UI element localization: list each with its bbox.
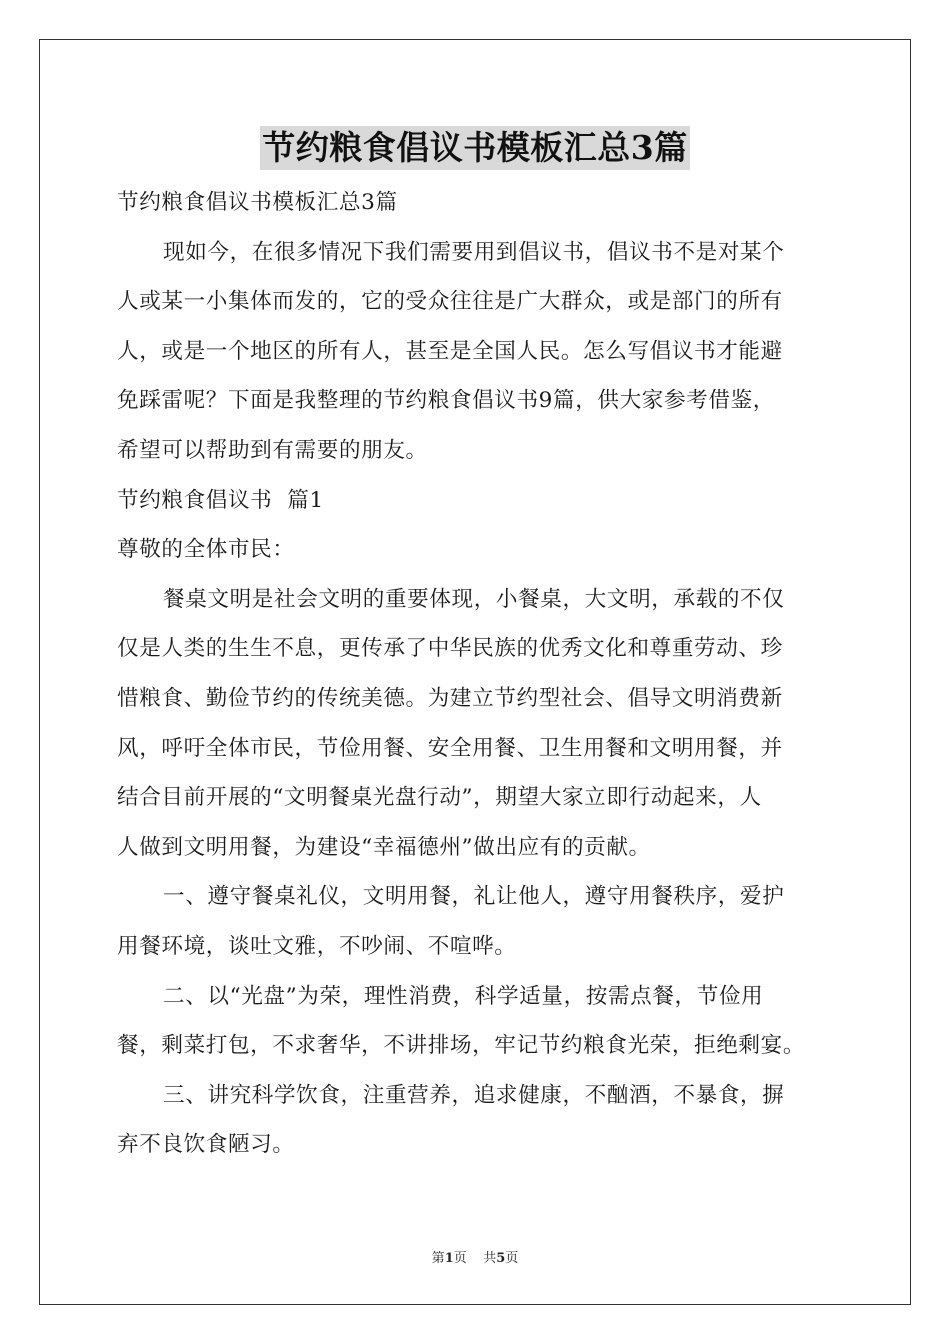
body-line: 一、遵守餐桌礼仪，文明用餐，礼让他人，遵守用餐秩序，爱护 (163, 884, 785, 910)
document-body (117, 178, 839, 1170)
body-line: 结合目前开展的“文明餐桌光盘行动”，期望大家立即行动起来，人 (117, 785, 762, 811)
salutation: 尊敬的全体市民： (117, 537, 295, 563)
body-line: 弃不良饮食陋习。 (117, 1132, 295, 1158)
page-footer (0, 1247, 950, 1266)
document-title: 节约粮食倡议书模板汇总3篇 (260, 126, 689, 170)
footer-total-pages: 5 (496, 1251, 506, 1266)
body-line: 希望可以帮助到有需要的朋友。 (117, 437, 428, 463)
body-line: 二、以“光盘”为荣，理性消费，科学适量，按需点餐，节俭用 (163, 983, 764, 1009)
body-line: 人，或是一个地区的所有人，甚至是全国人民。怎么写倡议书才能避 (117, 338, 783, 364)
body-line: 用餐环境，谈吐文雅，不吵闹、不喧哗。 (117, 933, 517, 959)
section-heading: 节约粮食倡议书 篇1 (117, 487, 324, 513)
body-line: 风，呼吁全体市民，节俭用餐、安全用餐、卫生用餐和文明用餐，并 (117, 735, 783, 761)
footer-current-page: 1 (444, 1251, 454, 1266)
body-line: 三、讲究科学饮食，注重营养，追求健康，不酗酒，不暴食，摒 (163, 1082, 785, 1108)
body-line: 现如今，在很多情况下我们需要用到倡议书，倡议书不是对某个 (163, 239, 785, 265)
body-line: 人或某一小集体而发的，它的受众往往是广大群众，或是部门的所有 (117, 289, 783, 315)
body-line: 仅是人类的生生不息，更传承了中华民族的优秀文化和尊重劳动、珍 (117, 636, 783, 662)
body-line: 餐桌文明是社会文明的重要体现，小餐桌，大文明，承载的不仅 (163, 586, 785, 612)
body-line: 节约粮食倡议书模板汇总3篇 (117, 190, 398, 215)
body-line: 免踩雷呢？下面是我整理的节约粮食倡议书9篇，供大家参考借鉴， (117, 388, 775, 414)
title-container (0, 126, 950, 170)
footer-suffix: 页 (505, 1251, 519, 1266)
footer-mid: 页 共 (453, 1251, 497, 1266)
footer-prefix: 第 (431, 1251, 445, 1266)
body-line: 人做到文明用餐，为建设“幸福德州”做出应有的贡献。 (117, 834, 651, 860)
body-line: 餐，剩菜打包，不求奢华，不讲排场，牢记节约粮食光荣，拒绝剩宴。 (117, 1033, 806, 1059)
body-line: 惜粮食、勤俭节约的传统美德。为建立节约型社会、倡导文明消费新 (117, 685, 783, 711)
